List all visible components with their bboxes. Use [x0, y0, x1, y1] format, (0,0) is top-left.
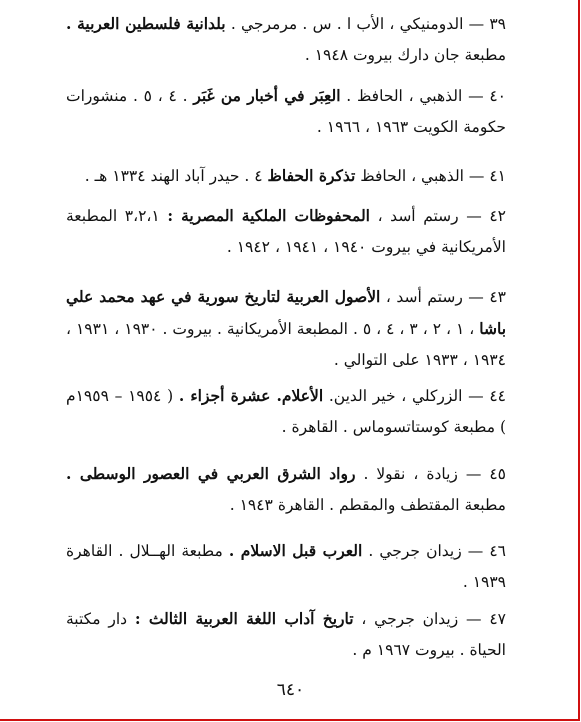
entry-title: العرب قبل الاسلام .	[228, 541, 363, 560]
bibliography-entry-41	[66, 160, 506, 192]
entry-number: ٤٢	[489, 207, 506, 225]
entry-number: ٤٥	[489, 465, 506, 483]
entry-author: — زيدان جرجي ،	[361, 610, 482, 628]
entry-publication: ، ١ ، ٢ ، ٣ ، ٤ ، ٥ . المطبعة الأمريكانية . بيروت . ١٩٣٠ ، ١٩٣١ ، ١٩٣٤ ، ١٩٣٣ على التوالي .	[66, 320, 506, 369]
entry-author: — رستم أسد ،	[385, 288, 484, 306]
entry-publication: ٤ . حيدر آباد الهند ١٣٣٤ هـ .	[84, 167, 263, 185]
entry-title: تاريخ آداب اللغة العربية الثالث :	[134, 609, 354, 628]
bibliography-entry-45	[66, 458, 506, 521]
entry-publication: مطبعة جان دارك بيروت ١٩٤٨ .	[304, 46, 506, 64]
entry-number: ٤١	[489, 167, 506, 185]
entry-number: ٤٣	[489, 288, 506, 306]
entry-publication: ( ١٩٥٤ – ١٩٥٩م ) مطبعة كوستاتسوماس . القاهرة .	[66, 387, 506, 436]
entry-publication: ٣،٢،١ المطبعة الأمريكانية في بيروت ١٩٤٠ ، ١٩٤١ ، ١٩٤٢ .	[66, 207, 506, 256]
entry-author: — الدومنيكي ، الأب ا . س . مرمرجي .	[230, 15, 485, 33]
entry-number: ٤٧	[489, 610, 506, 628]
entry-publication: . ٤ ، ٥ . منشورات حكومة الكويت ١٩٦٣ ، ١٩٦٦ .	[66, 87, 506, 136]
bibliography-entry-42	[66, 200, 506, 263]
bibliography-entry-39	[66, 8, 506, 71]
entry-title: بلدانية فلسطين العربية .	[66, 14, 226, 33]
entry-publication: مطبعة المقتطف والمقطم . القاهرة ١٩٤٣ .	[229, 496, 506, 514]
entry-title: تذكرة الحفاظ	[267, 166, 356, 185]
bibliography-entry-40	[66, 80, 506, 143]
entry-author: — زيادة ، نقولا .	[363, 465, 482, 483]
bibliography-entry-44	[66, 380, 506, 443]
page-number: ٦٤٠	[276, 680, 305, 700]
entry-title: العِبَر في أخبار من غَبَر	[193, 86, 341, 105]
entry-number: ٤٠	[489, 87, 506, 105]
entry-title: الأعلام. عشرة أجزاء .	[178, 386, 324, 405]
bibliography-entry-46	[66, 535, 506, 598]
entry-author: — الزركلي ، خير الدين.	[328, 387, 484, 405]
entry-author: — الذهبي ، الحافظ .	[346, 87, 484, 105]
entry-publication: دار مكتبة الحياة . بيروت ١٩٦٧ م .	[66, 610, 506, 659]
bibliography-entry-43	[66, 281, 506, 376]
entry-number: ٣٩	[489, 15, 506, 33]
entry-publication: مطبعة الهــلال . القاهرة ١٩٣٩ .	[66, 542, 506, 591]
entry-title: الأصول العربية لتاريخ سورية في عهد محمد علي باشا	[66, 287, 507, 338]
entry-number: ٤٤	[489, 387, 506, 405]
bibliography-entry-47	[66, 603, 506, 666]
entry-title: رواد الشرق العربي في العصور الوسطى .	[66, 464, 356, 483]
entry-title: المحفوظات الملكية المصرية :	[167, 206, 370, 225]
entry-author: — زيدان جرجي .	[368, 542, 484, 560]
entry-number: ٤٦	[489, 542, 506, 560]
entry-author: — رستم أسد ،	[377, 207, 482, 225]
entry-author: — الذهبي ، الحافظ	[360, 167, 485, 185]
